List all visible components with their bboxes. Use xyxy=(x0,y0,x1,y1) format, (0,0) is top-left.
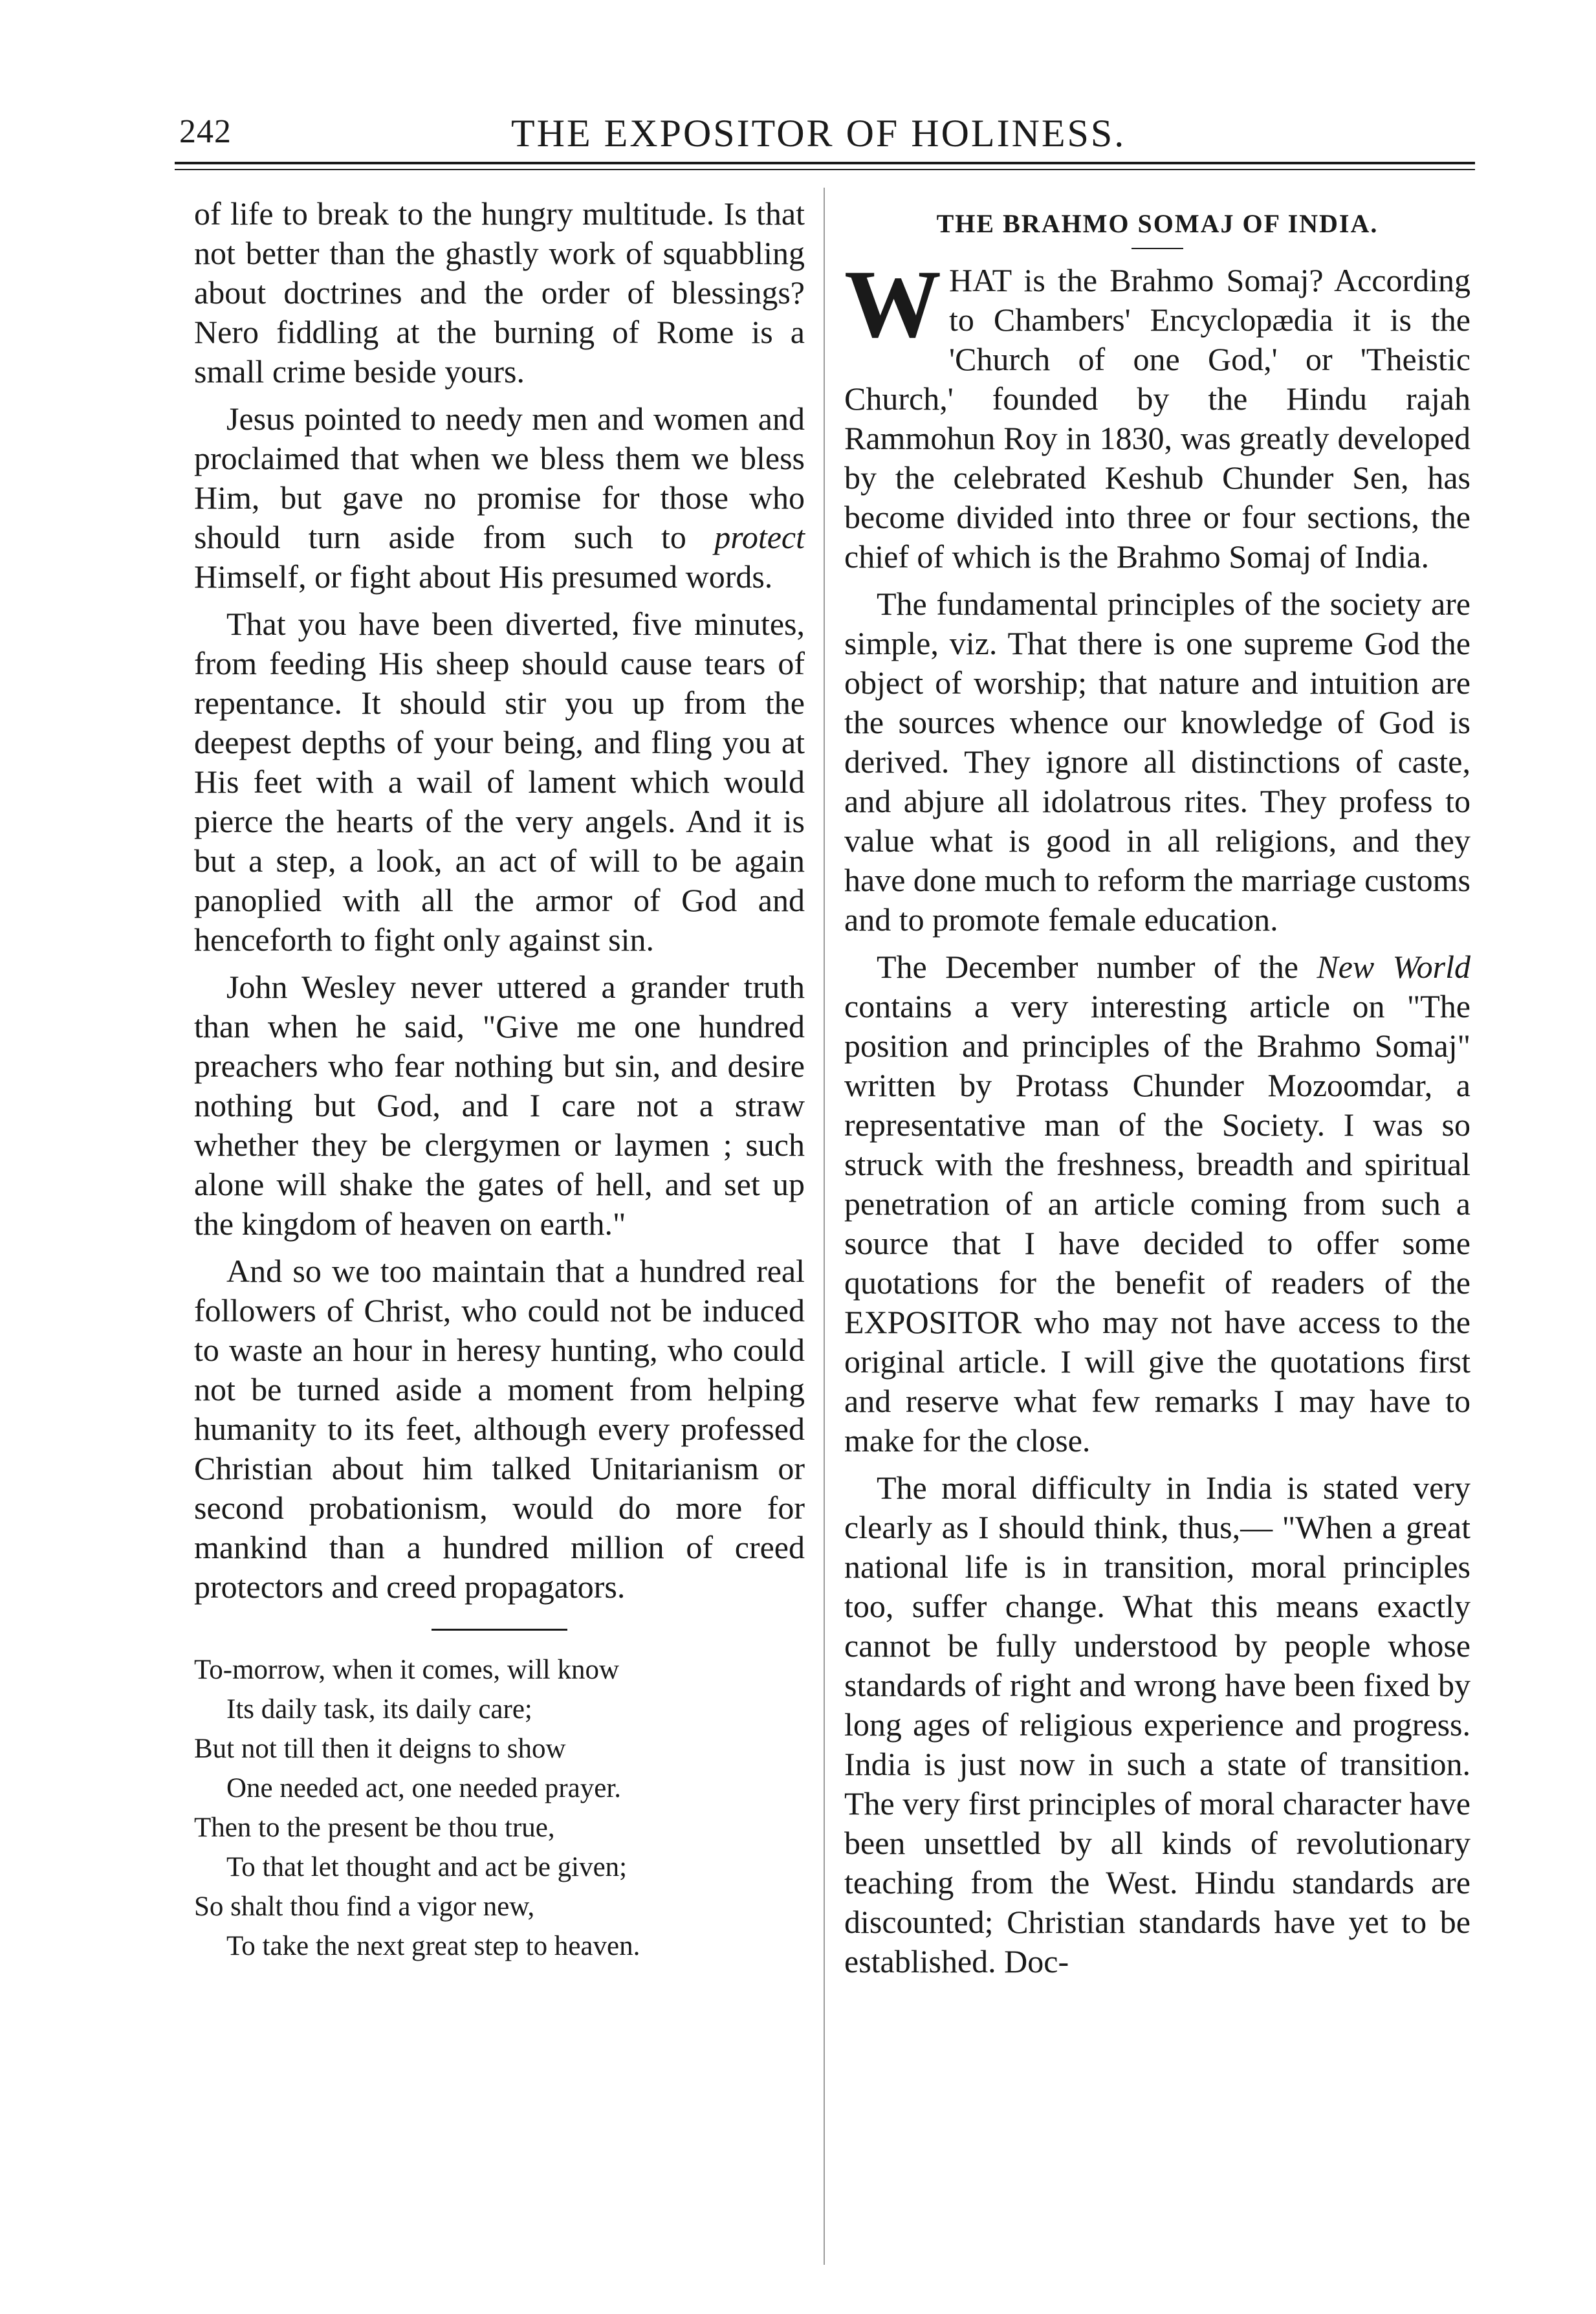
column-divider xyxy=(824,188,825,2265)
poem-line: But not till then it deigns to show xyxy=(194,1734,566,1764)
poem xyxy=(194,1650,805,1966)
poem-line: To that let thought and act be given; xyxy=(226,1852,628,1882)
italic-title: New World xyxy=(1317,949,1470,985)
paragraph xyxy=(844,947,1470,1460)
poem-line: So shalt thou find a vigor new, xyxy=(194,1891,535,1922)
article-title: THE BRAHMO SOMAJ OF INDIA. xyxy=(936,209,1379,238)
poem-line: To-morrow, when it comes, will know xyxy=(194,1655,620,1685)
poem-line: To take the next great step to heaven. xyxy=(226,1931,640,1961)
paragraph-text: HAT is the Brahmo Somaj? According to Chambers' Encyclopædia it is the 'Church of one God,' or 'Theistic Church,' founded by the Hindu rajah Rammohun Roy in 1830, was greatly developed by the celebrated Keshub Chunder Sen, has become divided into three or four sections, the chief of which is the Brahmo Somaj of India. xyxy=(844,262,1470,575)
poem-line: One needed act, one needed prayer. xyxy=(226,1773,622,1803)
section-divider xyxy=(432,1629,567,1631)
italic-word: protect xyxy=(714,519,805,555)
header-rule-bottom xyxy=(175,169,1475,170)
header-rule-top xyxy=(175,162,1475,164)
left-column xyxy=(194,194,805,1966)
drop-cap: W xyxy=(844,250,941,358)
paragraph: The moral difficulty in India is stated very clearly as I should think, thus,— "When a great national life is in transition, moral principles too, suffer change. What this means exactly cannot be fully understood by people whose standards of right and wrong have been fixed by long ages of religious experience and progress. India is just now in such a state of transition. The very first principles of moral character have been unsettled by all kinds of revolutionary teaching from the West. Hindu standards are discounted; Christian standards have yet to be established. Doc- xyxy=(844,1470,1470,1979)
title-rule xyxy=(1131,248,1183,249)
paragraph: That you have been diverted, five minutes, from feeding His sheep should cause tears of repentance. It should stir you up from the deepest depths of your being, and fling you at His feet with a wail of lament which would pierce the hearts of the very angels. And it is but a step, a look, an act of will to be again panoplied with all the armor of God and henceforth to fight only against sin. xyxy=(194,606,805,958)
running-title: THE EXPOSITOR OF HOLINESS. xyxy=(511,112,1126,155)
poem-line: Its daily task, its daily care; xyxy=(226,1694,532,1724)
page-number: 242 xyxy=(179,113,232,150)
paragraph: John Wesley never uttered a grander truth than when he said, "Give me one hundred preachers who fear nothing but sin, and desire nothing but God, and I care not a straw whether they be clergymen or laymen ; such alone will shake the gates of hell, and set up the kingdom of heaven on earth." xyxy=(194,969,805,1242)
paragraph: And so we too maintain that a hundred real followers of Christ, who could not be induced to waste an hour in heresy hunting, who could not be turned aside a moment from helping humanity to its feet, although every professed Christian about him talked Unitarianism or second probationism, would do more for mankind than a hundred million of creed protectors and creed propagators. xyxy=(194,1253,805,1605)
paragraph xyxy=(844,250,1470,577)
paragraph-lead: The December number of the xyxy=(877,949,1298,985)
poem-line: Then to the present be thou true, xyxy=(194,1813,555,1843)
paragraph-tail: Himself, or fight about His presumed words. xyxy=(194,558,773,595)
paragraph: The fundamental principles of the society are simple, viz. That there is one supreme God the object of worship; that nature and intuition are the sources whence our knowledge of God is derived. They ignore all distinctions of caste, and abjure all idolatrous rites. They profess to value what is good in all religions, and they have done much to reform the marriage customs and to promote female education. xyxy=(844,586,1470,938)
right-column xyxy=(844,194,1470,1981)
paragraph-tail: contains a very interesting article on "The position and principles of the Brahmo Somaj" written by Protass Chunder Mozoomdar, a representative man of the Society. I was so struck with the freshness, breadth and spiritual penetration of an article coming from such a source that I have decided to offer some quotations for the benefit of readers of the EXPOSITOR who may not have access to the original article. I will give the quotations first and reserve what few remarks I may have to make for the close. xyxy=(844,988,1470,1459)
paragraph: of life to break to the hungry multitude. Is that not better than the ghastly work of squabbling about doctrines and the order of blessings? Nero fiddling at the burning of Rome is a small crime beside yours. xyxy=(194,195,805,390)
paragraph xyxy=(194,399,805,597)
paragraph-lead: Jesus pointed to needy men and women and proclaimed that when we bless them we bless Him, but gave no promise for those who should turn aside from such to xyxy=(194,401,805,555)
